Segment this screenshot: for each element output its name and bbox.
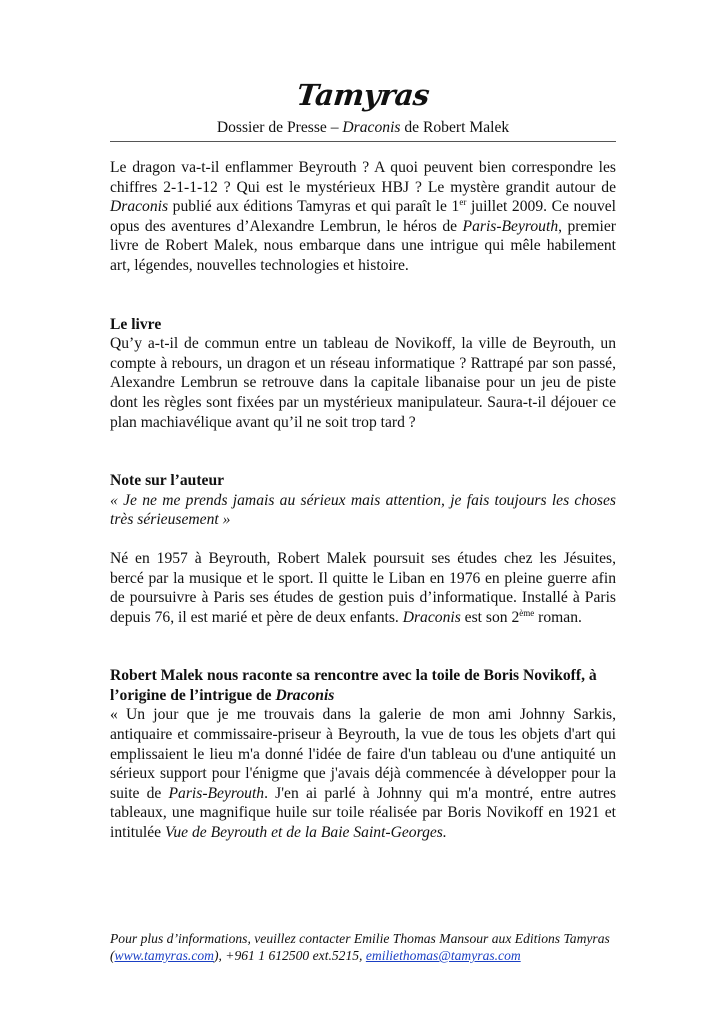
- rencontre-text-1: « Un jour que je me trouvais dans la galerie de mon ami Johnny Sarkis, antiquaire et commissaire-priseur à Beyrouth, la vue de tous les objets d'art qui emplissaient le lieu m'a donné l'idée de faire d'un tableau ou d'une antiquité un sérieux support pour l'énigme que j'avais déjà commencée à développer pour la suite de: [110, 706, 616, 802]
- page-header: [110, 118, 616, 142]
- intro-text-2: publié aux éditions Tamyras et qui paraît le 1: [168, 198, 460, 216]
- bio-text-2: est son 2: [460, 608, 520, 626]
- bio-text-3: roman.: [534, 608, 582, 626]
- rencontre-text-2: . J'en ai parlé à Johnny qui m'a montré, entre autres tableaux, une magnifique huile sur toile réalisée par Boris Novikoff en 1921 et intitulée: [110, 784, 617, 842]
- document-page: [110, 78, 616, 843]
- bio-sup: ème: [519, 607, 535, 618]
- intro-text-3: juillet 2009. Ce nouvel opus des aventures d’Alexandre Lembrun, le héros de: [110, 198, 616, 235]
- livre-text: Qu’y a-t-il de commun entre un tableau de Novikoff, la ville de Beyrouth, un compte à rebours, un dragon et un réseau informatique ? Rattrapé par son passé, Alexandre Lembrun se retrouve dans la capitale libanaise pour un jeu de piste dont les règles sont fixées par un mystérieux manipulateur. Saura-t-il déjouer ce plan machiavélique avant qu’il ne soit trop tard ?: [110, 335, 616, 431]
- header-suffix: de Robert Malek: [400, 119, 510, 136]
- auteur-bio: [110, 549, 616, 627]
- bio-text-1: Né en 1957 à Beyrouth, Robert Malek poursuit ses études chez les Jésuites, bercé par la musique et le sport. Il quitte le Liban en 1976 en pleine guerre afin de poursuivre à Paris ses études de gestion puis d’informatique. Installé à Paris depuis 76, il est marié et père de deux enfants.: [110, 549, 616, 626]
- intro-paragraph: [110, 158, 616, 276]
- intro-text-4: , premier livre de Robert Malek, nous embarque dans une intrigue qui mêle habilement art, légendes, nouvelles technologies et histoire.: [110, 217, 616, 274]
- website-link[interactable]: www.tamyras.com: [114, 948, 214, 963]
- footer-text-1: Pour plus d’informations, veuillez contacter Emilie Thomas Mansour aux Editions Tamyras (: [110, 931, 610, 963]
- footer-text-2: ), +961 1 612500 ext.5215,: [213, 948, 366, 963]
- intro-sup: er: [459, 197, 467, 208]
- header-title: Draconis: [342, 119, 401, 136]
- intro-text-1: Le dragon va-t-il enflammer Beyrouth ? A quoi peuvent bien correspondre les chiffres 2-1-1-12 ? Qui est le mystérieux HBJ ? Le mystère grandit autour de: [110, 159, 616, 196]
- section-heading-livre: Le livre: [110, 315, 162, 333]
- intro-draconis: Draconis: [110, 198, 169, 216]
- auteur-quote: « Je ne me prends jamais au sérieux mais attention, je fais toujours les choses très sérieusement »: [110, 491, 616, 529]
- tamyras-logo: Tamyras: [295, 78, 431, 112]
- section-auteur: [110, 471, 616, 627]
- rencontre-painting-title: Vue de Beyrouth et de la Baie Saint-Georges.: [165, 824, 447, 842]
- rencontre-heading-text: Robert Malek nous raconte sa rencontre avec la toile de Boris Novikoff, à l’origine de l’intrigue de: [110, 667, 597, 704]
- section-heading-auteur: Note sur l’auteur: [110, 472, 225, 490]
- section-heading-rencontre: [110, 666, 616, 705]
- page-footer: [110, 930, 616, 964]
- rencontre-heading-draconis: Draconis: [275, 686, 335, 704]
- header-prefix: Dossier de Presse –: [216, 119, 343, 136]
- rencontre-text: [110, 705, 616, 842]
- intro-paris-beyrouth: Paris-Beyrouth: [462, 217, 559, 235]
- bio-draconis: Draconis: [402, 608, 461, 626]
- section-livre: [110, 315, 616, 433]
- rencontre-paris-beyrouth: Paris-Beyrouth: [168, 784, 265, 802]
- email-link[interactable]: emiliethomas@tamyras.com: [365, 948, 521, 963]
- section-rencontre: [110, 666, 616, 842]
